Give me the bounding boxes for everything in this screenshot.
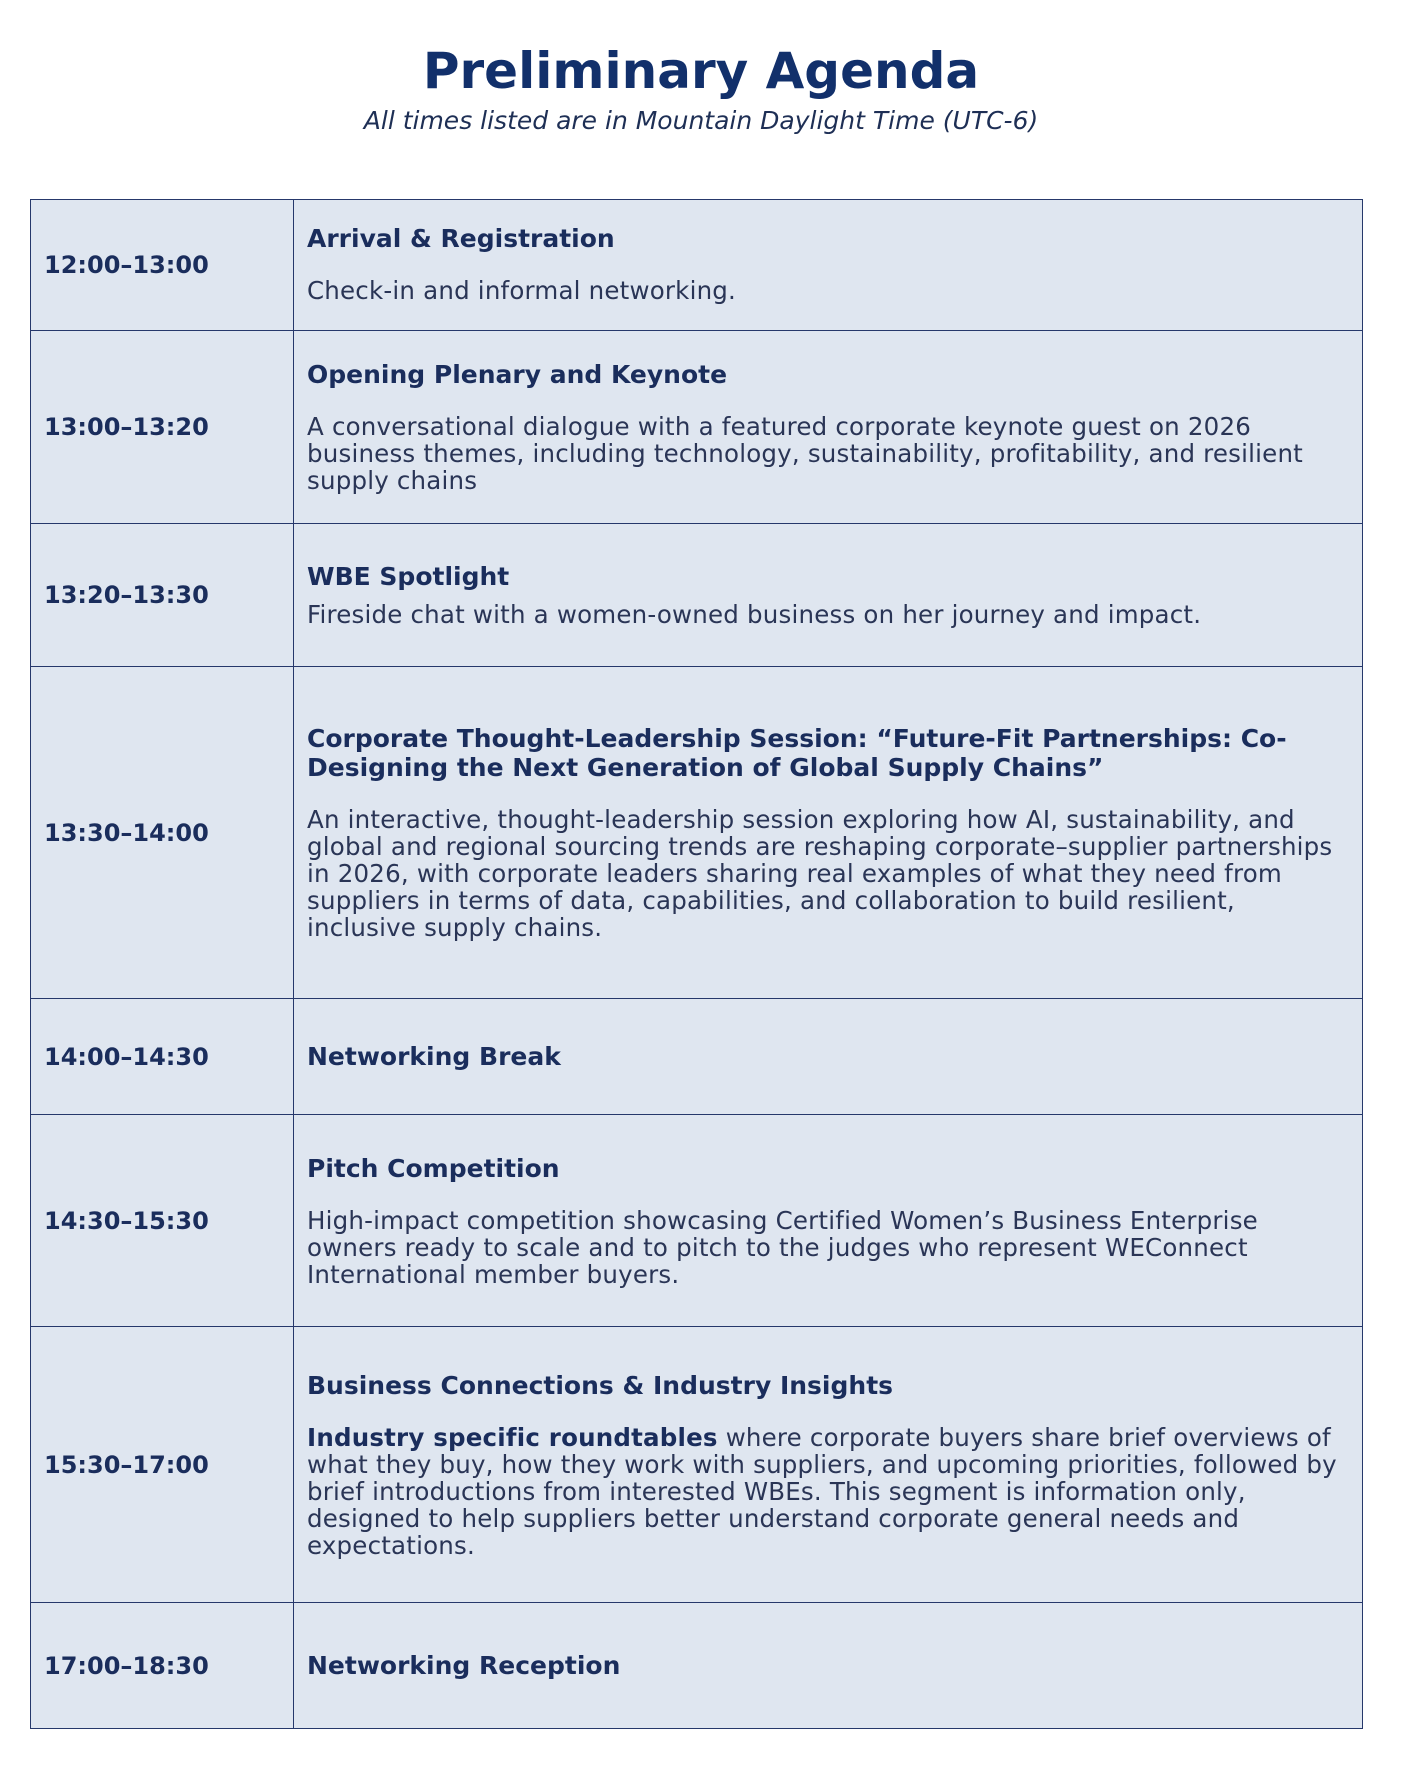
session-description: Check-in and informal networking.: [307, 276, 737, 305]
session-details: [294, 999, 1363, 1115]
description-lead: Industry specific roundtables: [307, 1422, 718, 1452]
agenda-row: [31, 1327, 1363, 1603]
description-text: where corporate buyers share brief overviews of what they buy, how they work with suppliers, and upcoming priorities, followed by brief introductions from interested WBEs. This segment is information only, designed to help suppliers better understand corporate general needs and expectations.: [307, 1422, 1337, 1560]
session-title: Business Connections & Industry Insights: [307, 1370, 894, 1400]
timezone-note: All times listed are in Mountain Daylight Time (UTC-6): [363, 106, 1039, 135]
session-details: [294, 524, 1363, 667]
session-title: WBE Spotlight: [307, 562, 510, 591]
session-details: [294, 200, 1363, 331]
session-details: [294, 331, 1363, 524]
session-title: Networking Break: [307, 1042, 561, 1071]
agenda-row: [31, 999, 1363, 1115]
session-title: Corporate Thought-Leadership Session: “Future-Fit Partnerships: Co-Designing the Next Generation of Global Supply Chains”: [307, 724, 1287, 782]
page-title: Preliminary Agenda: [422, 42, 980, 100]
session-description: Fireside chat with a women-owned business on her journey and impact.: [307, 600, 1202, 629]
session-details: [294, 1603, 1363, 1729]
session-time: 15:30–17:00: [31, 1327, 294, 1603]
agenda-row: [31, 331, 1363, 524]
session-time: 13:30–14:00: [31, 667, 294, 999]
session-description: High-impact competition showcasing Certified Women’s Business Enterprise owners ready to scale and to pitch to the judges who represent WEConnect International member buyers.: [307, 1205, 1258, 1289]
agenda-table: [30, 199, 1363, 1729]
agenda-header: [0, 40, 1402, 138]
session-description: An interactive, thought-leadership session exploring how AI, sustainability, and global and regional sourcing trends are reshaping corporate–supplier partnerships in 2026, with corporate leaders sharing real examples of what they need from suppliers in terms of data, capabilities, and collaboration to build resilient, inclusive supply chains.: [307, 805, 1333, 942]
session-details: [294, 1327, 1363, 1603]
session-time: 14:30–15:30: [31, 1115, 294, 1327]
session-details: [294, 1115, 1363, 1327]
session-time: 17:00–18:30: [31, 1603, 294, 1729]
session-details: [294, 667, 1363, 999]
session-title: Arrival & Registration: [307, 224, 615, 253]
agenda-row: [31, 524, 1363, 667]
session-time: 13:00–13:20: [31, 331, 294, 524]
agenda-row: [31, 200, 1363, 331]
session-title: Opening Plenary and Keynote: [307, 360, 728, 389]
session-time: 13:20–13:30: [31, 524, 294, 667]
session-time: 12:00–13:00: [31, 200, 294, 331]
agenda-row: [31, 1115, 1363, 1327]
session-description: A conversational dialogue with a featured corporate keynote guest on 2026 business themes, including technology, sustainability, profitability, and resilient supply chains: [307, 412, 1303, 495]
session-title: Networking Reception: [307, 1651, 621, 1680]
agenda-row: [31, 667, 1363, 999]
session-description: [307, 1424, 1348, 1559]
agenda-row: [31, 1603, 1363, 1729]
session-time: 14:00–14:30: [31, 999, 294, 1115]
session-title: Pitch Competition: [307, 1153, 560, 1183]
